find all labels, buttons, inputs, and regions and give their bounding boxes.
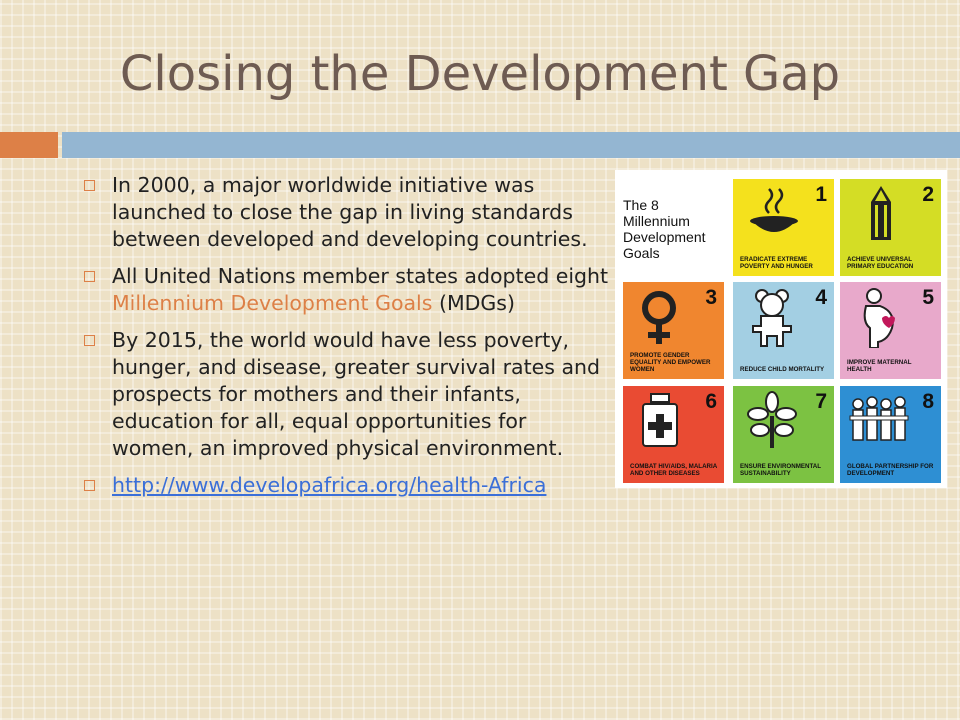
goal-tile-8 (840, 386, 941, 483)
goal-caption: PROMOTE GENDER EQUALITY AND EMPOWER WOMEN (630, 352, 711, 373)
goal-number: 7 (815, 390, 827, 413)
square-bullet-icon (84, 480, 95, 491)
goal-caption: COMBAT HIV/AIDS, MALARIA AND OTHER DISEASES (630, 463, 717, 477)
square-bullet-icon (84, 180, 95, 191)
bullet-list (84, 172, 612, 509)
medicine-bottle-icon (629, 390, 699, 452)
bullet-item (84, 172, 612, 253)
mdg-intro-text: The 8 Millennium Development Goals (623, 197, 706, 261)
goal-tile-4 (733, 282, 834, 379)
bullet-text-pre: All United Nations member states adopted eight (112, 264, 609, 288)
bullet-text-post: (MDGs) (432, 291, 515, 315)
female-symbol-icon (629, 286, 699, 348)
goal-caption: REDUCE CHILD MORTALITY (740, 366, 825, 373)
pencil-icon (846, 183, 916, 245)
developafrica-link[interactable]: http://www.developafrica.org/health-Africa (112, 473, 547, 497)
goal-tile-2 (840, 179, 941, 276)
slide-title: Closing the Development Gap (119, 46, 841, 102)
goal-caption: ERADICATE EXTREME POVERTY AND HUNGER (740, 256, 813, 270)
goal-tile-6 (623, 386, 724, 483)
tree-icon (739, 390, 809, 452)
bullet-text: In 2000, a major worldwide initiative was launched to close the gap in living standards between developed and developing countries. (112, 173, 588, 251)
goal-caption: IMPROVE MATERNAL HEALTH (847, 359, 912, 373)
goal-number: 3 (705, 286, 717, 309)
people-group-icon (846, 390, 922, 452)
goal-caption: GLOBAL PARTNERSHIP FOR DEVELOPMENT (847, 463, 934, 477)
title-accent-bar-orange (0, 132, 58, 158)
goal-number: 2 (922, 183, 934, 206)
goal-tile-7 (733, 386, 834, 483)
square-bullet-icon (84, 335, 95, 346)
bullet-item (84, 263, 612, 317)
title-accent-bar-blue (62, 132, 960, 158)
goal-tile-1 (733, 179, 834, 276)
teddy-bear-icon (739, 286, 809, 348)
goal-number: 8 (922, 390, 934, 413)
goal-caption: ENSURE ENVIRONMENTAL SUSTAINABILITY (740, 463, 821, 477)
goal-tile-5 (840, 282, 941, 379)
goal-number: 5 (922, 286, 934, 309)
bullet-item (84, 472, 612, 499)
pregnant-woman-icon (846, 286, 916, 348)
mdg-image (615, 170, 947, 488)
bowl-icon (739, 183, 809, 241)
goal-tile-3 (623, 282, 724, 379)
bullet-text: By 2015, the world would have less poverty, hunger, and disease, greater survival rates and prospects for mothers and their infants, education for all, equal opportunities for women, an improved physical environment. (112, 328, 601, 460)
bullet-item (84, 327, 612, 462)
goal-number: 6 (705, 390, 717, 413)
square-bullet-icon (84, 271, 95, 282)
goal-number: 1 (815, 183, 827, 206)
goal-number: 4 (815, 286, 827, 309)
goal-caption: ACHIEVE UNIVERSAL PRIMARY EDUCATION (847, 256, 914, 270)
highlighted-term: Millennium Development Goals (112, 291, 433, 315)
